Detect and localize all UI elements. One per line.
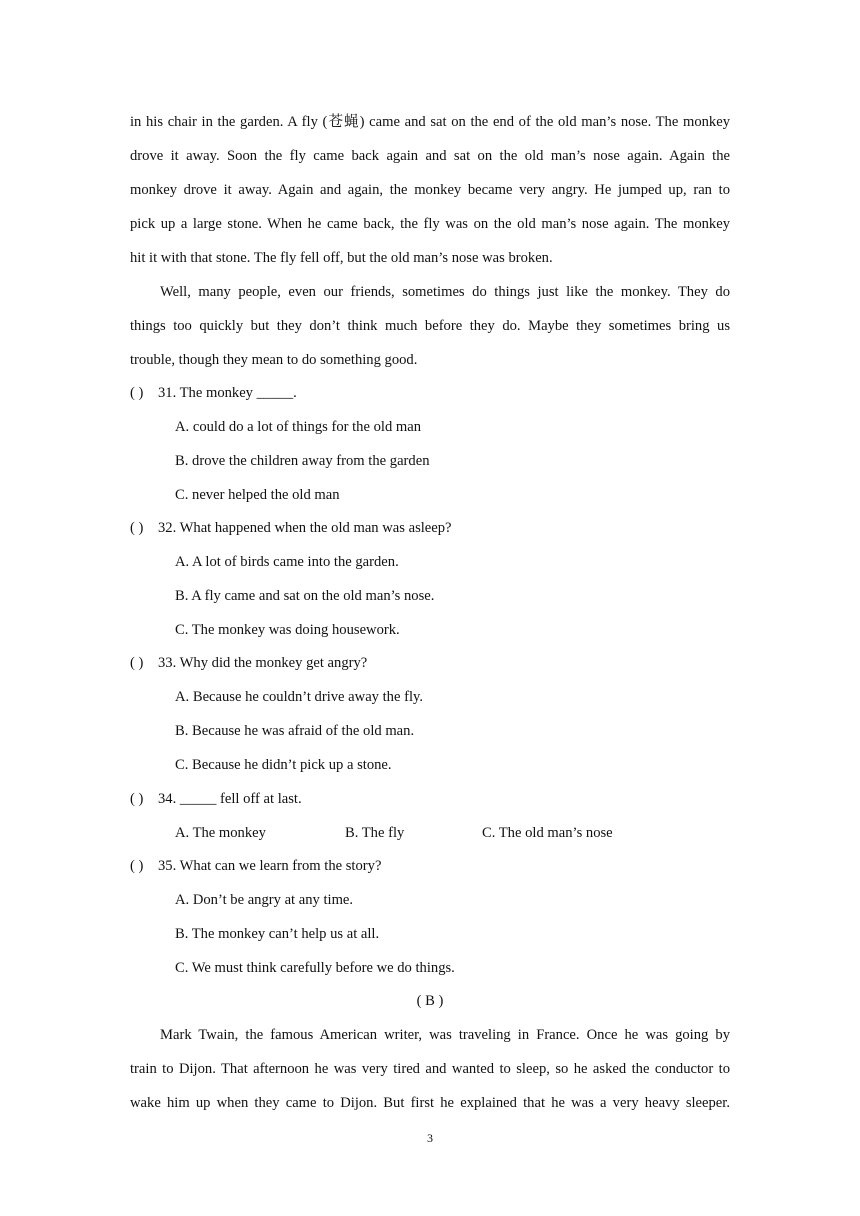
- option-b: B. A fly came and sat on the old man’s nose.: [175, 588, 435, 604]
- question-text: 32. What happened when the old man was asleep?: [158, 520, 452, 536]
- passage-a-line: drove it away. Soon the fly came back again and sat on the old man’s nose again. Again the: [130, 148, 730, 164]
- passage-a-p2-line: trouble, though they mean to do something good.: [130, 352, 418, 368]
- option-c: C. The monkey was doing housework.: [175, 622, 400, 638]
- option-c: C. The old man’s nose: [482, 825, 613, 841]
- option-b: B. The fly: [345, 825, 405, 841]
- answer-blank[interactable]: ( ): [130, 791, 144, 807]
- question-34: [130, 789, 730, 809]
- option-b: B. The monkey can’t help us at all.: [175, 926, 380, 942]
- answer-blank[interactable]: ( ): [130, 858, 144, 874]
- section-b-title: ( B ): [416, 993, 444, 1009]
- answer-blank[interactable]: ( ): [130, 655, 144, 671]
- page-number: 3: [427, 1131, 433, 1145]
- passage-b-line: wake him up when they came to Dijon. But first he explained that he was a very heavy sleeper.: [130, 1095, 730, 1111]
- answer-blank[interactable]: ( ): [130, 520, 144, 536]
- passage-a-line: pick up a large stone. When he came back, the fly was on the old man’s nose again. The monkey: [130, 216, 730, 232]
- option-c: C. Because he didn’t pick up a stone.: [175, 757, 392, 773]
- passage-b-line: Mark Twain, the famous American writer, was traveling in France. Once he was going by: [160, 1027, 730, 1043]
- options-row: [175, 823, 730, 843]
- option-a: A. Because he couldn’t drive away the fly.: [175, 689, 424, 705]
- question-33: [130, 653, 730, 673]
- option-b: B. Because he was afraid of the old man.: [175, 723, 415, 739]
- question-text: 31. The monkey _____.: [158, 385, 297, 401]
- passage-a-p2-line: Well, many people, even our friends, sometimes do things just like the monkey. They do: [160, 284, 730, 300]
- option-a: A. A lot of birds came into the garden.: [175, 554, 399, 570]
- question-31: [130, 383, 730, 403]
- option-a: A. Don’t be angry at any time.: [175, 892, 354, 908]
- option-a: A. could do a lot of things for the old man: [175, 419, 422, 435]
- passage-a-p2-line: things too quickly but they don’t think much before they do. Maybe they sometimes bring us: [130, 318, 730, 334]
- passage-b-line: train to Dijon. That afternoon he was very tired and wanted to sleep, so he asked the conductor to: [130, 1061, 730, 1077]
- question-32: [130, 518, 730, 538]
- option-c: C. never helped the old man: [175, 487, 340, 503]
- option-c: C. We must think carefully before we do things.: [175, 960, 455, 976]
- option-a: A. The monkey: [175, 825, 266, 841]
- question-text: 33. Why did the monkey get angry?: [158, 655, 368, 671]
- question-text: 35. What can we learn from the story?: [158, 858, 382, 874]
- passage-a-line: monkey drove it away. Again and again, the monkey became very angry. He jumped up, ran to: [130, 182, 730, 198]
- answer-blank[interactable]: ( ): [130, 385, 144, 401]
- passage-a-line: in his chair in the garden. A fly (苍蝇) came and sat on the end of the old man’s nose. The monkey: [130, 114, 730, 130]
- question-35: [130, 856, 730, 876]
- question-text: 34. _____ fell off at last.: [158, 791, 302, 807]
- passage-a-line: hit it with that stone. The fly fell off, but the old man’s nose was broken.: [130, 250, 553, 266]
- option-b: B. drove the children away from the garden: [175, 453, 430, 469]
